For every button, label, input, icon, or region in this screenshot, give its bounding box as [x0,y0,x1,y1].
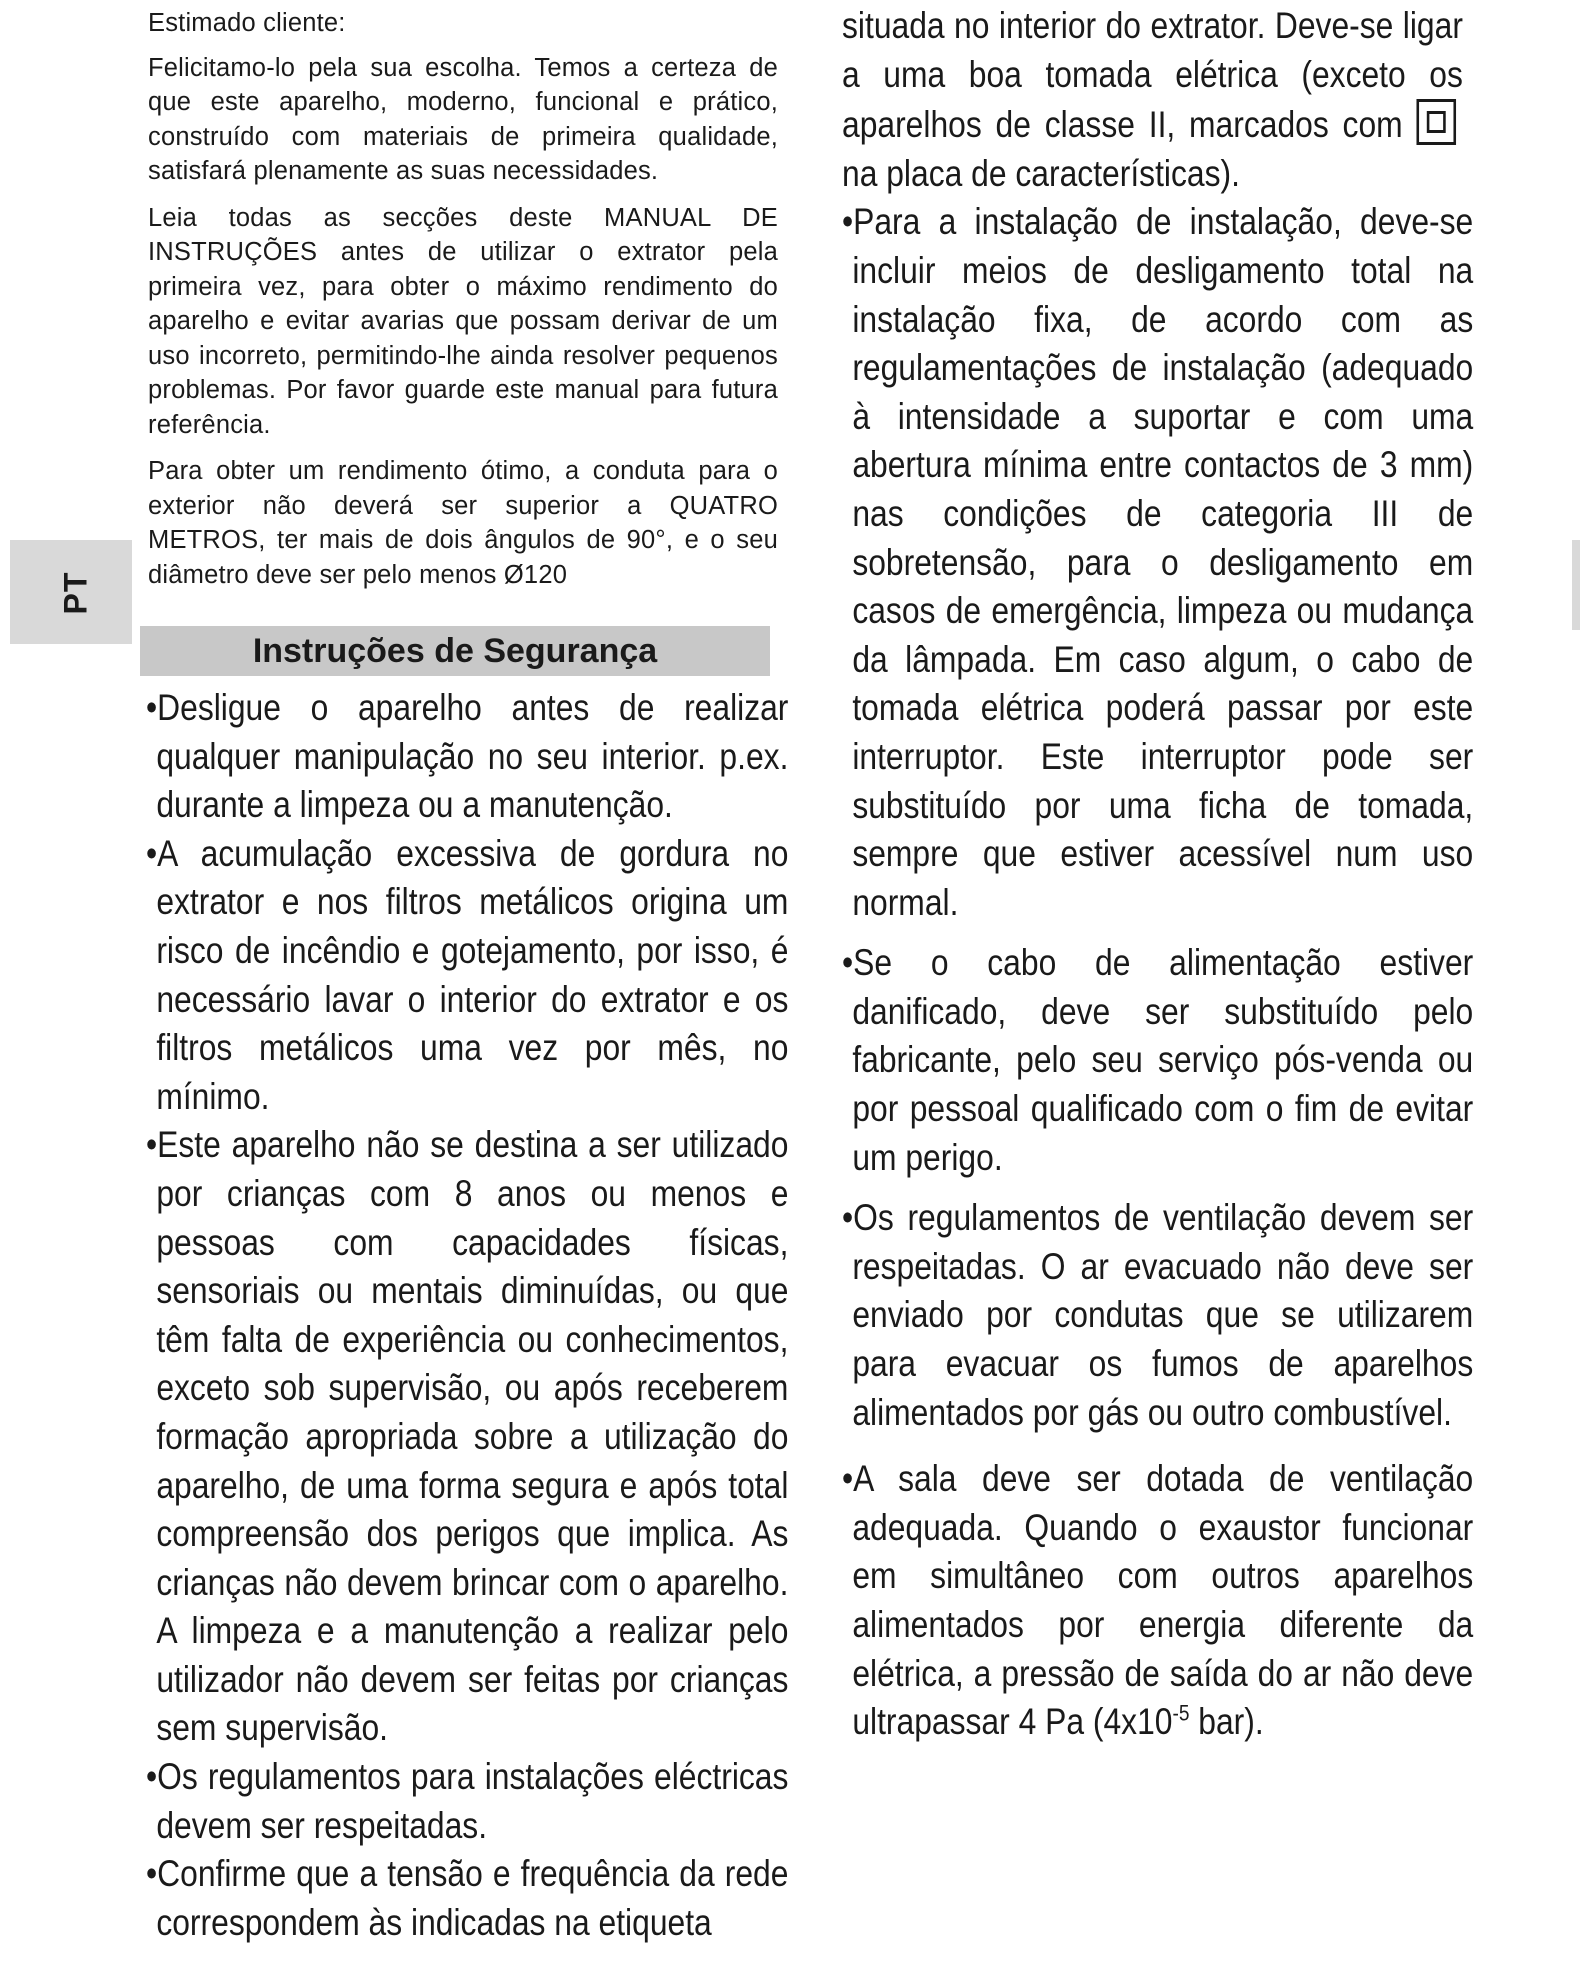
safety-item: •Os regulamentos de ventilação devem ser respeitadas. O ar evacuado não deve ser enviado por condutas que se utilizarem para evacuar os fumos de aparelhos alimentados por gás ou outro combustível. [842,1197,1474,1433]
safety-item-continuation [842,2,1463,198]
continuation-text: situada no interior do extrator. Deve-se ligar a uma boa tomada elétrica (exceto os aparelhos de classe II, marcados com [842,5,1463,146]
safety-item: •Os regulamentos para instalações eléctricas devem ser respeitadas. [146,1756,789,1846]
safety-item [842,1455,1473,1747]
language-tab [10,540,132,644]
intro-paragraph-1: Felicitamo-lo pela sua escolha. Temos a certeza de que este aparelho, moderno, funcional e prático, construído com materiais de primeira qualidade, satisfará plenamente as suas necessidades. [148,53,778,185]
salutation: Estimado cliente: [148,9,346,37]
safety-list-left [146,684,789,1947]
intro-section [148,6,778,604]
safety-item: •Confirme que a tensão e frequência da rede correspondem às indicadas na etiqueta [146,1853,789,1943]
safety-item: •A acumulação excessiva de gordura no extrator e nos filtros metálicos origina um risco de incêndio e gotejamento, por isso, é necessário lavar o interior do extrator e os filtros metálicos uma vez por mês, no mínimo. [146,832,789,1117]
safety-item: •Para a instalação de instalação, deve-se incluir meios de desligamento total na instalação fixa, de acordo com as regulamentações de instalação (adequado à intensidade a suportar e com uma abertura mínima entre contactos de 3 mm) nas condições de categoria III de sobretensão, para o desligamento em casos de emergência, limpeza ou mudança da lâmpada. Em caso algum, o cabo de tomada elétrica poderá passar por este interruptor. Este interruptor pode ser substituído por uma ficha de tomada, sempre que estiver acessível num uso normal. [842,201,1474,923]
safety-section-title: Instruções de Segurança [140,626,770,676]
safety-item: •Este aparelho não se destina a ser utilizado por crianças com 8 anos ou menos e pessoas com capacidades físicas, sensoriais ou mentais diminuídas, ou que têm falta de experiência ou conhecimentos, exceto sob supervisão, ou após receberem formação apropriada sobre a utilização do aparelho, de uma forma segura e após total compreensão dos perigos que implica. As crianças não devem brincar com o aparelho. A limpeza e a manutenção a realizar pelo utilizador não devem ser feitas por crianças sem supervisão. [146,1124,789,1749]
safety-item: •Se o cabo de alimentação estiver danificado, deve ser substituído pelo fabricante, pelo seu serviço pós-venda ou por pessoal qualificado com o fim de evitar um perigo. [842,942,1474,1178]
class-ii-symbol-icon [1416,99,1456,145]
pressure-exponent: -5 [1172,1700,1190,1726]
page-edge-mark [1572,540,1580,630]
safety-list-right [842,2,1474,1747]
intro-paragraph-2: Leia todas as secções deste MANUAL DE INSTRUÇÕES antes de utilizar o extrator pela primeira vez, para obter o máximo rendimento do aparelho e evitar avarias que possam derivar de um uso incorreto, permitindo-lhe ainda resolver pequenos problemas. Por favor guarde este manual para futura referência. [148,203,778,439]
language-tab-label: PT [57,571,94,615]
continuation-text-end: na placa de características). [842,152,1240,194]
pressure-item-text: •A sala deve ser dotada de ventilação adequada. Quando o exaustor funcionar em simultâneo com outros aparelhos alimentados por energia diferente da elétrica, a pressão de saída do ar não deve ultrapassar 4 Pa (4x10 [842,1458,1474,1743]
pressure-item-unit: bar). [1189,1701,1264,1743]
safety-item: •Desligue o aparelho antes de realizar qualquer manipulação no seu interior. p.ex. durante a limpeza ou a manutenção. [146,687,789,826]
intro-paragraph-3: Para obter um rendimento ótimo, a conduta para o exterior não deverá ser superior a QUATRO METROS, ter mais de dois ângulos de 90°, e o seu diâmetro deve ser pelo menos Ø120 [148,457,778,589]
